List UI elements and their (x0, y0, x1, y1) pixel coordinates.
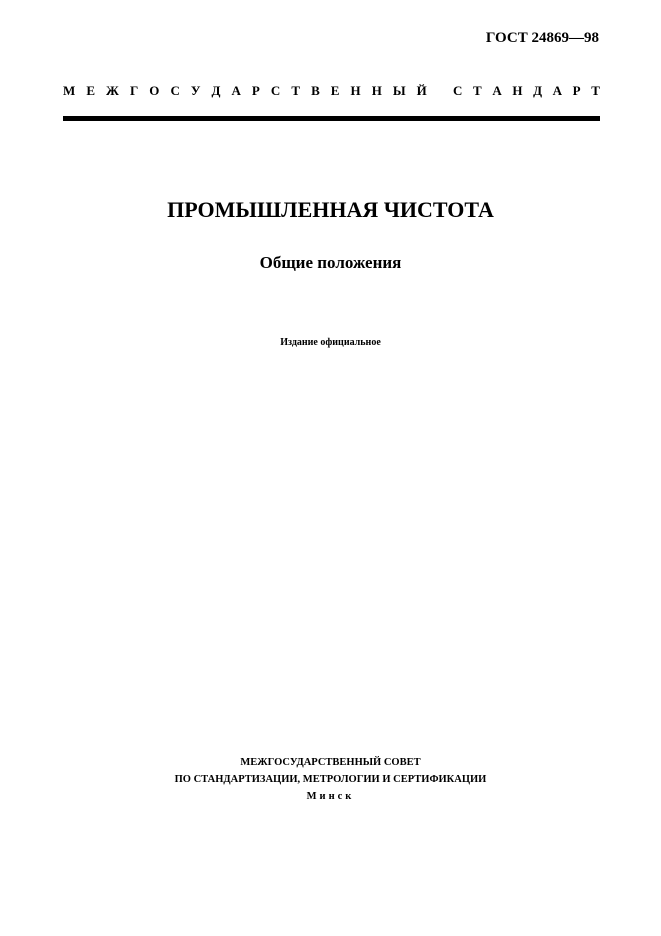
heading-letter: Н (512, 83, 523, 98)
publisher-city: Минск (306, 791, 355, 802)
heading-letter: Т (473, 83, 482, 98)
heading-letter: М (63, 83, 76, 98)
heading-letter: Н (350, 83, 361, 98)
heading-letter: Р (251, 83, 260, 98)
heading-letter: Е (86, 83, 95, 98)
heading-letter: Ж (106, 83, 119, 98)
header-rule (63, 116, 600, 121)
heading-letter: О (149, 83, 160, 98)
heading-letter: Н (371, 83, 382, 98)
heading-letter: Д (211, 83, 221, 98)
heading-letter: Г (129, 83, 139, 98)
heading-letter: Д (533, 83, 543, 98)
edition-note: Издание официальное (280, 337, 381, 348)
heading-letter: С (170, 83, 180, 98)
document-title: ПРОМЫШЛЕННАЯ ЧИСТОТА (167, 197, 494, 222)
heading-letter: Й (416, 83, 427, 98)
document-subtitle: Общие положения (259, 253, 402, 272)
heading-letter: У (190, 83, 201, 98)
heading-letter: Ы (392, 83, 406, 98)
heading-letter: Т (291, 83, 301, 98)
publisher-block (0, 754, 661, 805)
standard-type-word-2 (453, 83, 600, 99)
standard-type-word-1 (63, 83, 427, 99)
heading-letter: С (270, 83, 281, 98)
heading-letter: Т (591, 83, 600, 98)
document-number: ГОСТ 24869—98 (485, 30, 599, 46)
standard-type-heading (63, 83, 600, 99)
heading-letter: С (453, 83, 463, 98)
heading-letter: В (311, 83, 320, 98)
heading-letter: А (492, 83, 502, 98)
heading-letter: Р (572, 83, 581, 98)
publisher-line-2: ПО СТАНДАРТИЗАЦИИ, МЕТРОЛОГИИ И СЕРТИФИКАЦИИ (174, 774, 487, 785)
publisher-line-1: МЕЖГОСУДАРСТВЕННЫЙ СОВЕТ (240, 757, 421, 768)
heading-letter: А (231, 83, 241, 98)
heading-letter: А (552, 83, 563, 98)
heading-letter: Е (330, 83, 340, 98)
